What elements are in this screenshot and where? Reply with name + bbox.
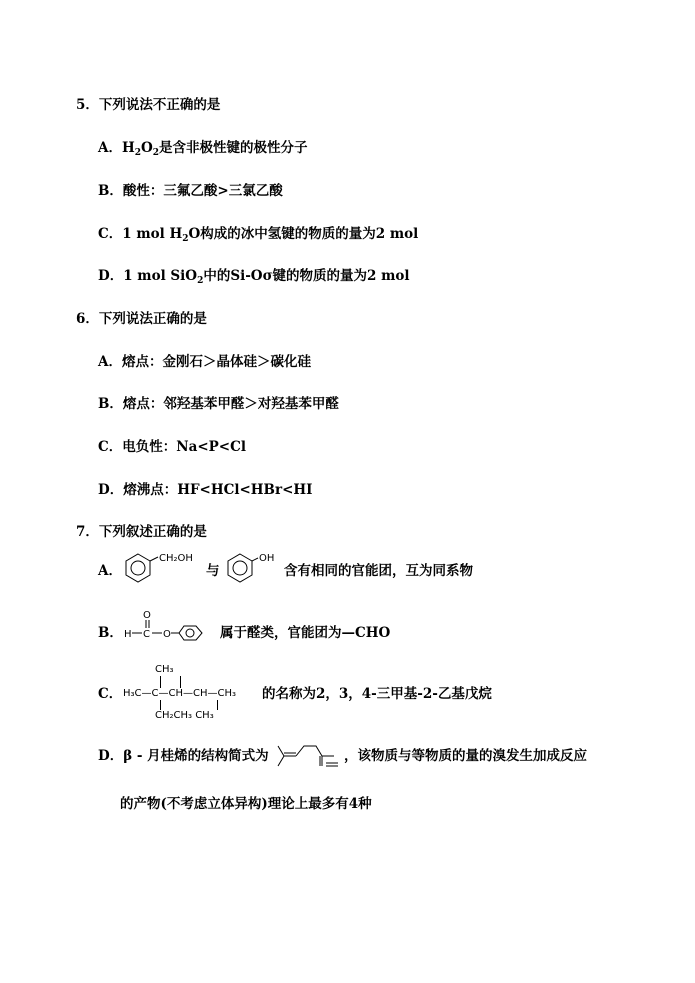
- question-5-stem: 5．下列说法不正确的是: [76, 97, 221, 113]
- svg-text:H: H: [124, 629, 132, 640]
- q7-option-d-label: D．β - 月桂烯的结构简式为: [98, 748, 269, 764]
- q5-option-a: A．$H_2O_2$是含非极性键的极性分子: [98, 140, 308, 158]
- q7-option-a-label: A．: [98, 563, 122, 579]
- svg-text:O: O: [163, 629, 171, 640]
- svg-text:O: O: [143, 610, 151, 621]
- q7-option-c-text: 的名称为2，3，4-三甲基-2-乙基戊烷: [262, 686, 492, 702]
- branched-alkane-structure: CH₃ H₃C—C—CH—CH—CH₃ CH₂CH₃ CH₃: [123, 664, 237, 721]
- q7-option-a-connector: 与: [206, 563, 220, 579]
- q5-option-c: C．1 mol $H_2O$构成的冰中氢键的物质的量为2 mol: [98, 226, 419, 244]
- q7-option-b-label: B．: [98, 625, 123, 641]
- svg-text:C: C: [143, 629, 150, 640]
- q7-option-d-continuation: 的产物(不考虑立体异构)理论上最多有4种: [120, 796, 372, 812]
- q7-option-c-label: C．: [98, 686, 123, 702]
- phenyl-formate-structure: [122, 610, 214, 646]
- question-6-stem: 6．下列说法正确的是: [76, 311, 207, 327]
- ch2oh-label: CH₂OH: [159, 553, 193, 564]
- q5-option-b: B．酸性：三氟乙酸>三氯乙酸: [98, 183, 283, 199]
- phenol-structure: [224, 550, 280, 586]
- q6-option-d: D．熔沸点：HF<HCl<HBr<HI: [98, 482, 313, 498]
- benzyl-alcohol-structure: [122, 550, 202, 586]
- q6-option-a: A．熔点：金刚石＞晶体硅＞碳化硅: [98, 354, 311, 370]
- q6-option-c: C．电负性：Na<P<Cl: [98, 439, 246, 455]
- q5-option-d: D．1 mol SiO$_2$中的Si-Oσ键的物质的量为2 mol: [98, 268, 410, 286]
- oh-label: OH: [259, 553, 275, 564]
- q7-option-b-text: 属于醛类，官能团为—CHO: [220, 625, 391, 641]
- q6-option-b: B．熔点：邻羟基苯甲醛＞对羟基苯甲醛: [98, 396, 339, 412]
- myrcene-skeletal-structure: [276, 742, 342, 770]
- q7-option-a-text: 含有相同的官能团，互为同系物: [284, 563, 473, 579]
- question-7-stem: 7．下列叙述正确的是: [76, 524, 207, 540]
- q7-option-d-text: ，该物质与等物质的量的溴发生加成反应: [344, 748, 587, 764]
